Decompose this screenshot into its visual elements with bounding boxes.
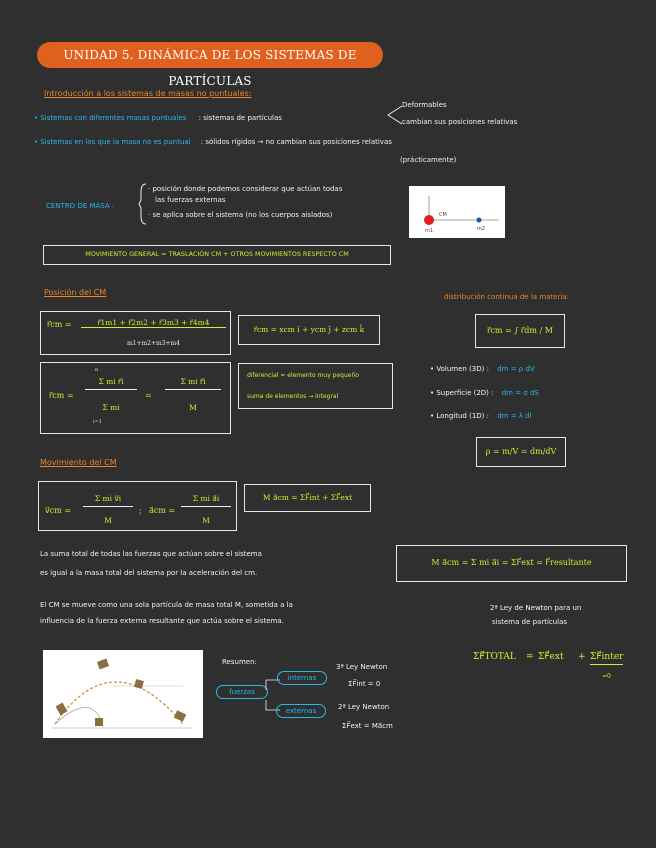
item-2-label: Superficie (2D) :	[436, 389, 494, 397]
f3-den2: M	[189, 403, 197, 412]
v-sep: ;	[139, 506, 142, 515]
item-1-label: Volumen (3D) :	[436, 365, 489, 373]
f3-sum-bot: i=1	[93, 419, 102, 425]
posicion-formula-2-box	[238, 315, 380, 345]
ley-3: 3ª Ley Newton	[336, 663, 388, 671]
centro-brace	[138, 182, 148, 226]
projectile-right	[134, 679, 144, 689]
posicion-heading: Posición del CM	[44, 288, 107, 297]
diferencial-box	[238, 363, 393, 409]
item-3-formula: dm = λ dl	[497, 412, 532, 420]
branch-bottom: cambian sus posiciones relativas	[402, 118, 518, 126]
a-den: M	[202, 516, 210, 525]
movimiento-general-box	[43, 245, 391, 265]
f3-den: Σ mi	[102, 403, 120, 412]
intro-line2-white: : sólidos rígidos → no cambian sus posiciones relativas	[200, 138, 392, 146]
continua-formula: r⃗cm = ∫ r⃗dm / M	[487, 326, 553, 335]
continua-item-1: • Volumen (3D) : dm = ρ dV	[430, 365, 535, 373]
suma-line-2: es igual a la masa total del sistema por la aceleración del cm.	[40, 569, 258, 577]
externas-oval	[276, 704, 326, 718]
f3-lhs: r⃗cm =	[49, 391, 74, 400]
intro-line2-cyan: Sistemas en los que la masa no es puntual	[40, 138, 191, 146]
resumen-label: Resumen:	[222, 658, 257, 666]
a-lhs: a⃗cm =	[149, 506, 176, 515]
intro-line1-cyan: Sistemas con diferentes masas puntuales	[40, 114, 187, 122]
newton-box	[396, 545, 627, 582]
continua-item-3: • Longitud (1D) : dm = λ dl	[430, 412, 532, 420]
v-lhs: v⃗cm =	[45, 506, 72, 515]
externas-label: externas	[285, 707, 317, 715]
centro-point-1: · posición donde podemos considerar que actúan todas	[148, 185, 343, 193]
branch-brace	[384, 104, 404, 126]
f-ext: ΣF⃗ext = Ma⃗cm	[342, 722, 393, 730]
rho-formula: ρ = m/V = dm/dV	[485, 447, 557, 456]
f3-eq: =	[145, 391, 152, 400]
continua-item-2: • Superficie (2D) : dm = σ dS	[430, 389, 539, 397]
intro-heading: Introducción a los sistemas de masas no puntuales:	[44, 89, 252, 98]
branch-top: Deformables	[402, 101, 447, 109]
projectile-end	[174, 710, 186, 721]
trajectory-figure	[43, 650, 203, 738]
mass-1	[424, 215, 434, 225]
intro-line2-note: (prácticamente)	[400, 156, 457, 164]
bullet-2: •	[34, 138, 41, 146]
velocidad-box	[38, 481, 237, 531]
cm-figure-svg	[409, 186, 505, 238]
fuerza-box	[244, 484, 371, 512]
movimiento-heading: Movimiento del CM	[40, 458, 117, 467]
intro-line-1	[34, 113, 282, 123]
continua-heading: distribución continua de la materia:	[444, 293, 569, 301]
centro-point-3: · se aplica sobre el sistema (no los cuerpos aislados)	[148, 211, 333, 219]
rho-box	[476, 437, 566, 467]
v-den: M	[104, 516, 112, 525]
item-1-formula: dm = ρ dV	[497, 365, 535, 373]
item-2-formula: dm = σ dS	[501, 389, 539, 397]
f-eq: M a⃗cm = ΣF⃗int + ΣF⃗ext	[262, 493, 353, 502]
dif-1: diferencial = elemento muy pequeño	[247, 372, 359, 379]
internas-label: internas	[287, 674, 317, 682]
newton-note-1: 2ª Ley de Newton para un	[490, 604, 582, 612]
total-zero: =0	[602, 673, 611, 680]
cm-figure	[409, 186, 505, 238]
f3-num2: Σ mi r⃗i	[165, 377, 221, 390]
centro-masa-label: CENTRO DE MASA :	[46, 202, 115, 210]
posicion-formula-1-box	[40, 311, 231, 355]
intro-line1-white: : sistemas de partículas	[198, 114, 282, 122]
a-num: Σ mi a⃗i	[181, 494, 231, 507]
cm-line-2: influencia de la fuerza externa resultante que actúa sobre el sistema.	[40, 617, 284, 625]
newton-formula: M a⃗cm = Σ mi a⃗i = ΣF⃗ext = F⃗resultante	[431, 558, 592, 567]
f-int: ΣF⃗int = 0	[348, 680, 381, 688]
f2: r⃗cm = xcm î + ycm ĵ + zcm k̂	[253, 325, 365, 334]
centro-point-1-text: posición donde podemos considerar que actúan todas	[152, 185, 343, 193]
newton-note-2: sistema de partículas	[492, 618, 568, 626]
movimiento-general-text: MOVIMIENTO GENERAL = TRASLACIÓN CM + OTROS MOVIMIENTOS RESPECTO CM	[85, 250, 349, 258]
trajectory-svg	[43, 650, 203, 738]
total-eq: =	[526, 652, 534, 662]
total-ext: ΣF⃗ext	[538, 652, 564, 662]
f1-den: m1+m2+m3+m4	[126, 340, 181, 347]
bullet-1: •	[34, 114, 41, 122]
centro-point-3-text: se aplica sobre el sistema (no los cuerpos aislados)	[152, 211, 333, 219]
fuerzas-label: fuerzas	[229, 688, 255, 696]
suma-line-1: La suma total de todas las fuerzas que actúan sobre el sistema	[40, 550, 262, 558]
cm-label: CM	[439, 212, 447, 218]
continua-formula-box	[475, 314, 565, 348]
total-int: ΣF⃗inter	[590, 652, 623, 665]
cm-line-1: El CM se mueve como una sola partícula de masa total M, sometida a la	[40, 601, 293, 609]
total-plus: +	[578, 652, 586, 662]
m1-label: m1	[425, 228, 434, 234]
projectile-bottom	[95, 718, 103, 726]
f3-sum-top: n	[95, 367, 99, 373]
mass-2	[477, 218, 482, 223]
projectile-left	[56, 703, 68, 716]
projectile-top	[97, 659, 109, 670]
ley-2: 2ª Ley Newton	[338, 703, 390, 711]
page-title: UNIDAD 5. DINÁMICA DE LOS SISTEMAS DE PARTÍCULAS	[37, 42, 383, 68]
intro-line-2	[34, 137, 392, 147]
dif-2: suma de elementos → integral	[247, 393, 339, 400]
total-lhs: ΣF⃗TOTAL	[473, 652, 516, 662]
m2-label: m2	[477, 226, 486, 232]
v-num: Σ mi v⃗i	[83, 494, 133, 507]
f1-lhs: r⃗cm =	[47, 320, 72, 329]
posicion-formula-3-box	[40, 362, 231, 434]
internas-oval	[277, 671, 327, 685]
fuerzas-oval	[216, 685, 268, 699]
centro-point-2: las fuerzas externas	[155, 196, 226, 204]
item-3-label: Longitud (1D) :	[436, 412, 489, 420]
f3-num: Σ mi r⃗i	[85, 377, 137, 390]
f1-num: r⃗1m1 + r⃗2m2 + r⃗3m3 + r⃗4m4	[81, 318, 226, 328]
